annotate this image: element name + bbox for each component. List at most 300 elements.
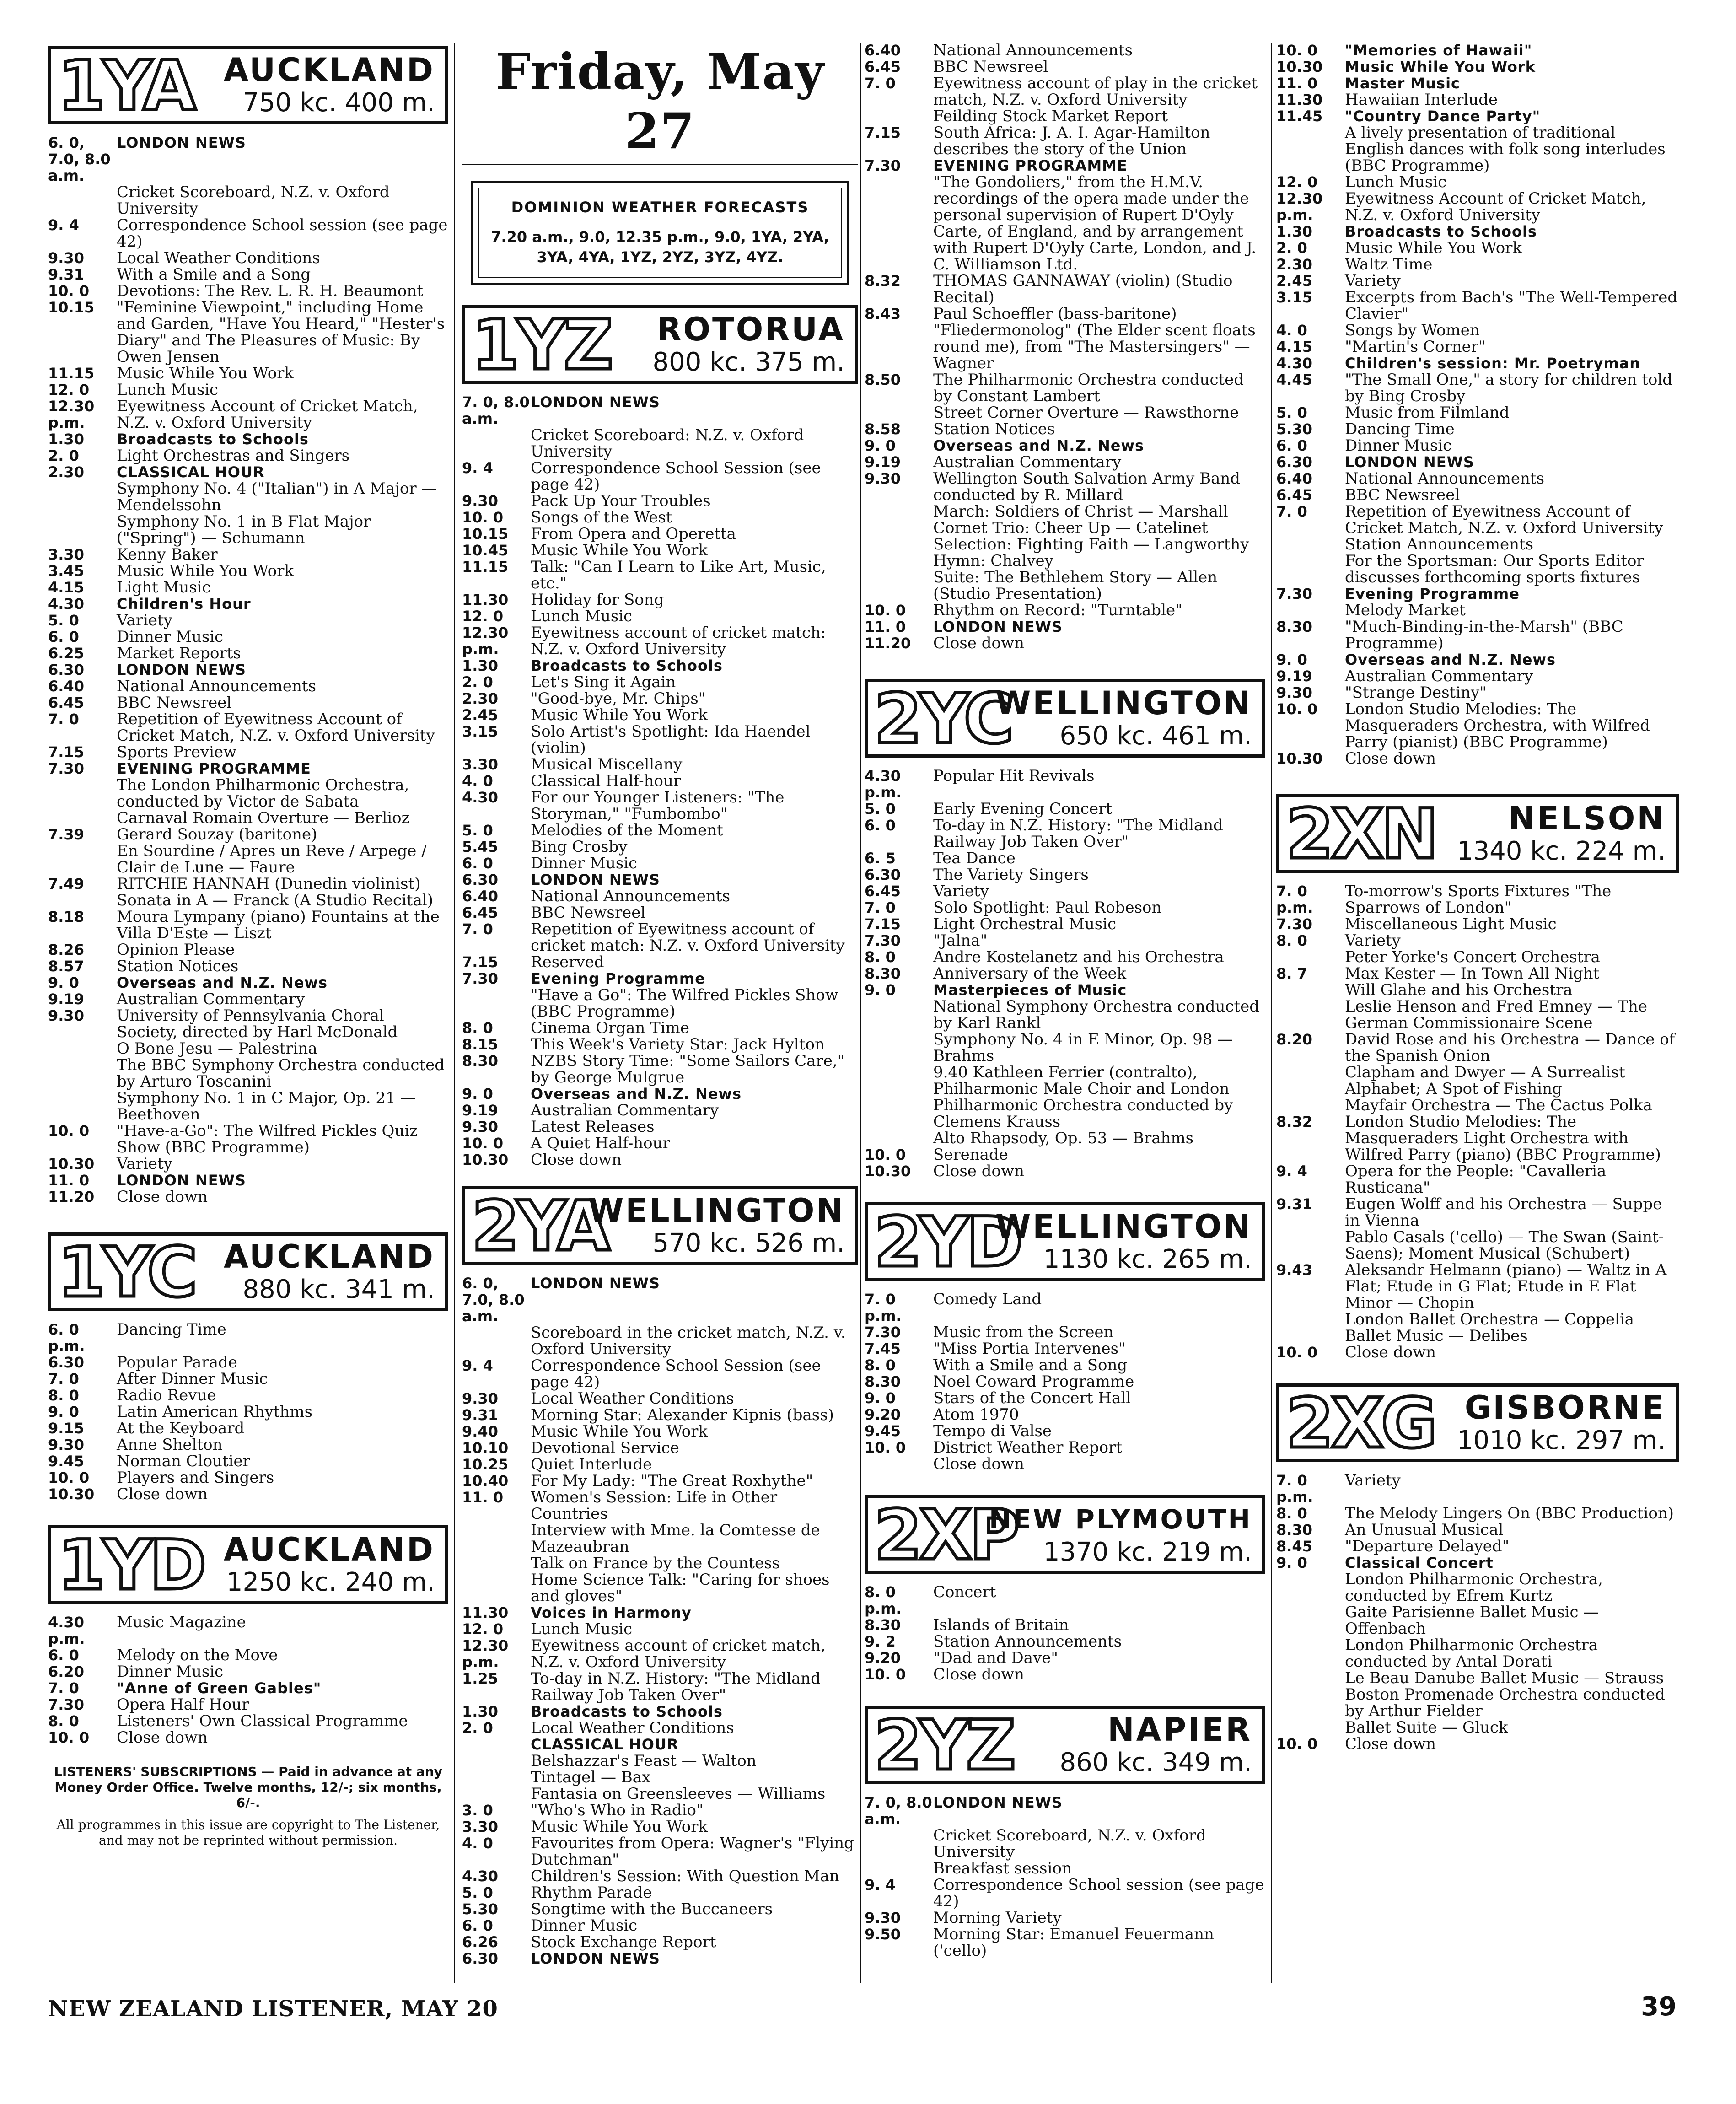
programme-entry [48, 1729, 448, 1746]
programme-entry [462, 394, 858, 427]
programme-time [462, 1736, 531, 1753]
programme-time: 9.20 [865, 1406, 901, 1423]
programme-time: 7. 0 [48, 1370, 79, 1388]
programme-entry [865, 817, 1265, 850]
programme-time: 5. 0 [48, 612, 79, 629]
programme-entry [462, 855, 858, 872]
programme-title: "Miss Portia Intervenes" [933, 1340, 1126, 1358]
programme-entry [48, 184, 448, 217]
programme-time: 3.30 [48, 546, 84, 563]
programme-title: Music While You Work [531, 541, 708, 560]
programme-entry [462, 970, 858, 987]
programme-title: Correspondence School session (see page 42) [933, 1876, 1264, 1910]
programme-time: 6. 0 [462, 1917, 493, 1934]
programme-time: 9.30 [48, 1436, 84, 1453]
programme-title: Rhythm Parade [531, 1883, 652, 1902]
programme-time: 2.30 [1276, 256, 1312, 273]
programme-entry [865, 1633, 1265, 1650]
programme-time: 7.39 [48, 826, 84, 843]
programme-entry [1276, 1472, 1679, 1505]
programme-entry [1276, 1670, 1679, 1686]
programme-time [1276, 553, 1345, 586]
programme-time: 2. 0 [462, 673, 493, 691]
programme-title: Children's session: Mr. Poetryman [1345, 355, 1641, 372]
programme-time: 6. 5 [865, 850, 896, 867]
programme-title: Alto Rhapsody, Op. 53 — Brahms [933, 1129, 1194, 1147]
programme-time: 10. 0 [48, 282, 90, 300]
programme-title: Classical Concert [1345, 1554, 1494, 1571]
programme-entry [48, 480, 448, 513]
programme-entry [462, 987, 858, 1020]
programme-time: 9. 4 [48, 216, 79, 234]
programme-title: Repetition of Eyewitness Account of Cricket Match, N.Z. v. Oxford University [117, 710, 435, 745]
programme-title: Repetition of Eyewitness Account of Cricket Match, N.Z. v. Oxford University [1345, 502, 1663, 537]
programme-time: 10. 0 [865, 602, 906, 619]
programme-title: Close down [117, 1728, 208, 1747]
programme-title: "Much-Binding-in-the-Marsh" (BBC Programme) [1345, 618, 1623, 652]
programme-title: Market Reports [117, 644, 241, 662]
programme-title: Repetition of Eyewitness account of cricket match: N.Z. v. Oxford University [531, 920, 845, 955]
programme-entry [462, 1522, 858, 1555]
station-header-2xn [1276, 794, 1679, 873]
programme-entry [48, 513, 448, 546]
programme-title: Close down [933, 634, 1024, 652]
programme-time [865, 520, 933, 536]
programme-title: Clapham and Dwyer — A Surrealist Alphabet; A Spot of Fishing [1345, 1063, 1625, 1098]
programme-time: 10. 0 [1276, 1735, 1318, 1753]
programme-time [865, 1860, 933, 1877]
programme-entry [1276, 651, 1679, 668]
programme-list-2xp [865, 1584, 1265, 1683]
station-logo: 2XG [1286, 1384, 1435, 1464]
programme-entry [48, 662, 448, 678]
programme-entry [48, 365, 448, 382]
programme-title: Songs by Women [1345, 321, 1480, 339]
programme-time: 6.45 [865, 58, 901, 75]
programme-time [1276, 1686, 1345, 1719]
programme-time: 8. 7 [1276, 965, 1307, 982]
programme-time [462, 987, 531, 1020]
programme-entry [462, 921, 858, 954]
programme-time [48, 184, 117, 217]
programme-title: Let's Sing it Again [531, 673, 676, 691]
programme-time: 6.30 [48, 1354, 84, 1371]
programme-entry [865, 883, 1265, 899]
programme-time: 8.50 [865, 371, 901, 388]
programme-title: Eyewitness account of cricket match, N.Z. v. Oxford University [531, 1636, 826, 1671]
column-3 [865, 42, 1265, 1959]
programme-entry [462, 872, 858, 888]
programme-time: 8.30 [1276, 1521, 1312, 1539]
programme-entry [1276, 701, 1679, 750]
programme-time [865, 1064, 933, 1130]
programme-title: Voices in Harmony [531, 1604, 692, 1621]
programme-entry [865, 273, 1265, 306]
programme-entry [1276, 536, 1679, 553]
programme-title: LONDON NEWS [531, 871, 660, 888]
programme-title: Popular Hit Revivals [933, 767, 1095, 785]
programme-time: 9. 0 [48, 974, 79, 991]
programme-entry [1276, 470, 1679, 487]
programme-title: Symphony No. 4 ("Italian") in A Major — Mendelssohn [117, 479, 437, 514]
programme-time: 12. 0 [48, 381, 90, 398]
programme-entry [1276, 256, 1679, 273]
programme-title: Music from Filmland [1345, 404, 1510, 422]
programme-title: Correspondence School Session (see page 42) [531, 1356, 821, 1391]
programme-time: 9.31 [48, 266, 84, 283]
programme-time [462, 1555, 531, 1571]
programme-time: 9. 0 [1276, 651, 1307, 668]
programme-time: 8. 0 [462, 1019, 493, 1037]
programme-entry [462, 1884, 858, 1901]
programme-entry [48, 958, 448, 974]
copyright-notice: All programmes in this issue are copyright to The Listener, and may not be reprinted without permission. [56, 1817, 440, 1848]
programme-title: Street Corner Overture — Rawsthorne [933, 404, 1239, 422]
programme-entry [48, 1007, 448, 1040]
station-logo: 2YA [472, 1187, 607, 1266]
programme-title: Dancing Time [1345, 420, 1455, 438]
programme-title: The Variety Singers [933, 866, 1089, 884]
programme-title: "Dad and Dave" [933, 1649, 1058, 1667]
station-header-2yc [865, 679, 1265, 758]
programme-entry [1276, 240, 1679, 256]
programme-time: 8.30 [865, 1616, 901, 1634]
programme-entry [865, 866, 1265, 883]
programme-title: Breakfast session [933, 1859, 1072, 1878]
programme-title: Close down [1345, 1735, 1436, 1753]
programme-title: A lively presentation of traditional English dances with folk song interludes (BBC Programme) [1345, 124, 1666, 175]
programme-title: Reserved [531, 953, 604, 971]
programme-entry [462, 822, 858, 839]
programme-entry [462, 1423, 858, 1440]
programme-title: Pack Up Your Troubles [531, 492, 711, 510]
programme-entry [865, 1146, 1265, 1163]
programme-entry [48, 744, 448, 760]
programme-title: London Philharmonic Orchestra, conducted by Efrem Kurtz [1345, 1570, 1603, 1605]
programme-time: 7. 0 [865, 75, 896, 92]
programme-time [462, 1769, 531, 1786]
programme-entry [48, 431, 448, 447]
programme-entry [48, 1156, 448, 1172]
programme-title: Feilding Stock Market Report [933, 107, 1168, 125]
programme-entry [1276, 668, 1679, 684]
programme-time: 11.15 [462, 558, 509, 576]
programme-time: 7. 0 p.m. [865, 1291, 902, 1324]
programme-title: Islands of Britain [933, 1616, 1069, 1634]
programme-time: 11. 0 [1276, 75, 1318, 92]
programme-title: Music While You Work [531, 706, 708, 724]
programme-title: Music Magazine [117, 1613, 246, 1631]
programme-title: Overseas and N.Z. News [117, 974, 328, 991]
programme-title: Will Glahe and his Orchestra [1345, 981, 1573, 999]
programme-time: 4.30 [462, 789, 498, 806]
station-header-1yd [48, 1525, 448, 1604]
programme-title: Cricket Scoreboard, N.Z. v. Oxford University [117, 183, 390, 218]
programme-title: Lunch Music [531, 1620, 633, 1638]
programme-title: This Week's Variety Star: Jack Hylton [531, 1035, 825, 1054]
programme-title: National Symphony Orchestra conducted by Karl Rankl [933, 997, 1259, 1032]
programme-entry [1276, 404, 1679, 421]
station-logo: 2YC [874, 679, 1011, 759]
programme-entry [865, 569, 1265, 602]
programme-title: THOMAS GANNAWAY (violin) (Studio Recital) [933, 272, 1233, 307]
programme-entry [1276, 602, 1679, 619]
programme-title: "Jalna" [933, 931, 988, 950]
programme-title: Solo Spotlight: Paul Robeson [933, 899, 1162, 917]
programme-entry [1276, 1163, 1679, 1196]
programme-entry [1276, 1719, 1679, 1736]
programme-entry [865, 1031, 1265, 1064]
station-logo: 1YZ [472, 306, 611, 385]
programme-title: Moura Lympany (piano) Fountains at the Villa D'Este — Liszt [117, 908, 440, 942]
programme-title: Peter Yorke's Concert Orchestra [1345, 948, 1600, 966]
programme-time: 7. 0 [462, 920, 493, 938]
programme-title: Paul Schoeffler (bass-baritone) "Fliedermonolog" (The Elder scent floats round me), from "The Mastersingers" — Wagner [933, 305, 1256, 372]
programme-title: LONDON NEWS [531, 1950, 660, 1967]
programme-entry [865, 1877, 1265, 1910]
station-city: GISBORNE [1464, 1389, 1666, 1426]
programme-time: 7.30 [48, 1696, 84, 1713]
programme-entry [462, 789, 858, 822]
programme-title: CLASSICAL HOUR [117, 463, 265, 481]
programme-entry [865, 404, 1265, 421]
programme-title: A Quiet Half-hour [531, 1134, 670, 1152]
programme-time: 4.30 [1276, 355, 1312, 372]
programme-time: 9. 0 [865, 437, 896, 454]
programme-time: 8. 0 p.m. [865, 1583, 902, 1617]
programme-time: 9.30 [48, 249, 84, 267]
programme-entry [462, 1102, 858, 1119]
programme-time: 6. 0 p.m. [48, 1321, 85, 1355]
programme-time: 4.15 [48, 579, 84, 596]
programme-entry [48, 1713, 448, 1729]
programme-title: BBC Newsreel [1345, 486, 1460, 504]
programme-title: Eyewitness Account of Cricket Match, N.Z. v. Oxford University [1345, 189, 1646, 224]
programme-entry [1276, 1571, 1679, 1604]
page-date-heading: Friday, May 27 [495, 43, 825, 160]
programme-title: "Anne of Green Gables" [117, 1679, 322, 1697]
programme-time: 2.30 [462, 690, 498, 707]
column-rule [454, 43, 455, 1983]
programme-title: Atom 1970 [933, 1405, 1019, 1424]
programme-entry [1276, 1555, 1679, 1571]
programme-entry [1276, 339, 1679, 355]
programme-title: Solo Artist's Spotlight: Ida Haendel (violin) [531, 722, 811, 757]
programme-time [48, 1040, 117, 1057]
programme-title: Symphony No. 4 in E Minor, Op. 98 — Brahms [933, 1030, 1233, 1065]
programme-entry [1276, 371, 1679, 404]
programme-entry [1276, 916, 1679, 932]
programme-list-2xg [1276, 1472, 1679, 1752]
programme-title: Cricket Scoreboard: N.Z. v. Oxford University [531, 426, 804, 461]
programme-entry [865, 124, 1265, 157]
programme-time: 6. 0 [865, 817, 896, 834]
programme-entry [865, 1130, 1265, 1146]
programme-entry [865, 998, 1265, 1031]
programme-time: 8.15 [462, 1036, 498, 1053]
station-header-1yc [48, 1232, 448, 1311]
programme-time: 8.26 [48, 941, 84, 958]
programme-time: 8. 0 [48, 1387, 79, 1404]
programme-title: LONDON NEWS [117, 134, 246, 151]
programme-title: "Country Dance Party" [1345, 108, 1541, 125]
programme-entry [1276, 586, 1679, 602]
programme-entry [48, 579, 448, 596]
programme-title: Masterpieces of Music [933, 981, 1127, 999]
programme-time: 8. 0 [865, 1356, 896, 1374]
programme-time: 11.30 [462, 591, 509, 608]
programme-entry [48, 909, 448, 942]
programme-entry [48, 596, 448, 612]
programme-entry [1276, 1196, 1679, 1229]
programme-entry [1276, 998, 1679, 1031]
programme-time: 10. 0 [462, 1135, 504, 1152]
programme-entry [48, 942, 448, 958]
programme-entry [48, 694, 448, 711]
programme-time: 10. 0 [462, 509, 504, 526]
programme-entry [48, 1469, 448, 1486]
programme-title: BBC Newsreel [531, 904, 646, 922]
programme-list-1yd [48, 1614, 448, 1746]
programme-list-2yc [865, 768, 1265, 1179]
programme-title: Australian Commentary [1345, 667, 1533, 685]
programme-title: Listeners' Own Classical Programme [117, 1712, 408, 1730]
programme-time: 4.30 [462, 1867, 498, 1885]
programme-time [1276, 1670, 1345, 1686]
programme-title: "Memories of Hawaii" [1345, 42, 1532, 59]
programme-entry [1276, 174, 1679, 190]
programme-title: Evening Programme [531, 970, 705, 987]
programme-entry [865, 1423, 1265, 1439]
programme-title: National Announcements [933, 41, 1133, 59]
programme-time: 9.30 [462, 492, 498, 510]
programme-entry [48, 1404, 448, 1420]
programme-entry [865, 949, 1265, 965]
programme-time: 1.30 [48, 430, 84, 448]
programme-title: "The Small One," a story for children told by Bing Crosby [1345, 371, 1672, 405]
programme-entry [48, 629, 448, 645]
programme-entry [865, 1584, 1265, 1617]
programme-entry [865, 1650, 1265, 1666]
programme-time: 9.30 [1276, 684, 1312, 701]
programme-title: Evening Programme [1345, 585, 1520, 603]
programme-title: For our Younger Listeners: "The Storyman," "Fumbombo" [531, 788, 785, 823]
programme-entry [48, 266, 448, 283]
programme-list-2ya [462, 1275, 858, 1967]
programme-time [1276, 1064, 1345, 1097]
programme-entry [462, 1135, 858, 1152]
programme-title: Music While You Work [117, 364, 294, 382]
programme-entry [462, 954, 858, 970]
programme-entry [462, 1703, 858, 1720]
programme-title: Australian Commentary [117, 990, 305, 1008]
programme-time: 6.40 [48, 678, 84, 695]
programme-time: 7.30 [1276, 915, 1312, 933]
programme-entry [865, 503, 1265, 520]
programme-entry [865, 982, 1265, 998]
programme-entry [462, 1917, 858, 1934]
programme-time: 9.31 [462, 1406, 498, 1424]
programme-time: 8.30 [1276, 618, 1312, 635]
programme-title: National Announcements [531, 887, 731, 905]
programme-title: Latin American Rhythms [117, 1403, 313, 1421]
programme-entry [865, 1324, 1265, 1340]
programme-time: 11. 0 [865, 618, 906, 635]
programme-entry [48, 1680, 448, 1696]
programme-time [865, 108, 933, 124]
programme-time [48, 843, 117, 876]
programme-title: En Sourdine / Apres un Reve / Arpege / Clair de Lune — Faure [117, 842, 427, 877]
programme-title: O Bone Jesu — Palestrina [117, 1039, 317, 1058]
programme-time: 9. 0 [1276, 1554, 1307, 1571]
programme-entry [462, 1637, 858, 1670]
programme-title: Overseas and N.Z. News [933, 437, 1145, 454]
programme-title: National Announcements [117, 677, 317, 695]
programme-list-2ya-continued [865, 42, 1265, 651]
programme-title: Norman Cloutier [117, 1452, 250, 1470]
programme-entry [1276, 487, 1679, 503]
programme-title: Symphony No. 1 in B Flat Major ("Spring") — Schumann [117, 512, 371, 547]
programme-title: Close down [1345, 1343, 1436, 1361]
programme-title: Holiday for Song [531, 591, 664, 609]
programme-time: 4. 0 [462, 772, 493, 790]
programme-entry [462, 657, 858, 674]
programme-entry [865, 1373, 1265, 1390]
programme-time: 7.15 [865, 124, 901, 141]
programme-title: Radio Revue [117, 1386, 216, 1404]
programme-title: RITCHIE HANNAH (Dunedin violinist) [117, 875, 421, 893]
programme-entry [1276, 59, 1679, 75]
programme-title: Rhythm on Record: "Turntable" [933, 601, 1182, 619]
programme-title: London Studio Melodies: The Masqueraders Orchestra, with Wilfred Parry (pianist) (BBC Programme) [1345, 700, 1650, 751]
programme-time: 9. 0 [462, 1085, 493, 1103]
programme-time: 9.19 [462, 1102, 498, 1119]
programme-title: Tintagel — Bax [531, 1768, 651, 1787]
programme-entry [865, 1456, 1265, 1472]
programme-title: Music While You Work [531, 1818, 708, 1836]
programme-time [48, 1090, 117, 1123]
programme-title: Opera Half Hour [117, 1695, 249, 1714]
programme-entry [462, 723, 858, 756]
programme-title: Devotional Service [531, 1439, 679, 1457]
station-logo: 2YD [874, 1203, 1021, 1282]
station-frequency: 800 kc. 375 m. [652, 347, 845, 377]
programme-time [865, 553, 933, 569]
programme-entry [1276, 91, 1679, 108]
programme-title: "Feminine Viewpoint," including Home and Garden, "Have You Heard," "Hester's Diary" and The Pleasures of Music: By Owen Jensen [117, 298, 445, 366]
programme-title: BBC Newsreel [117, 694, 232, 712]
programme-title: Le Beau Danube Ballet Music — Strauss [1345, 1669, 1664, 1687]
programme-title: Correspondence School Session (see page 42) [531, 459, 821, 494]
programme-entry [1276, 619, 1679, 651]
programme-time: 6. 0 [48, 1647, 79, 1664]
programme-time: 8.32 [865, 272, 901, 290]
programme-entry [462, 888, 858, 904]
programme-entry [48, 612, 448, 629]
programme-entry [462, 1769, 858, 1786]
programme-entry [48, 974, 448, 991]
programme-time [48, 1057, 117, 1090]
programme-title: Station Announcements [933, 1632, 1122, 1651]
programme-entry [462, 1868, 858, 1884]
programme-entry [48, 447, 448, 464]
programme-entry [462, 1934, 858, 1950]
station-city: WELLINGTON [995, 684, 1252, 722]
programme-title: Broadcasts to Schools [1345, 223, 1537, 240]
programme-entry [462, 1152, 858, 1168]
programme-entry [462, 592, 858, 608]
weather-forecast-box [471, 181, 849, 285]
